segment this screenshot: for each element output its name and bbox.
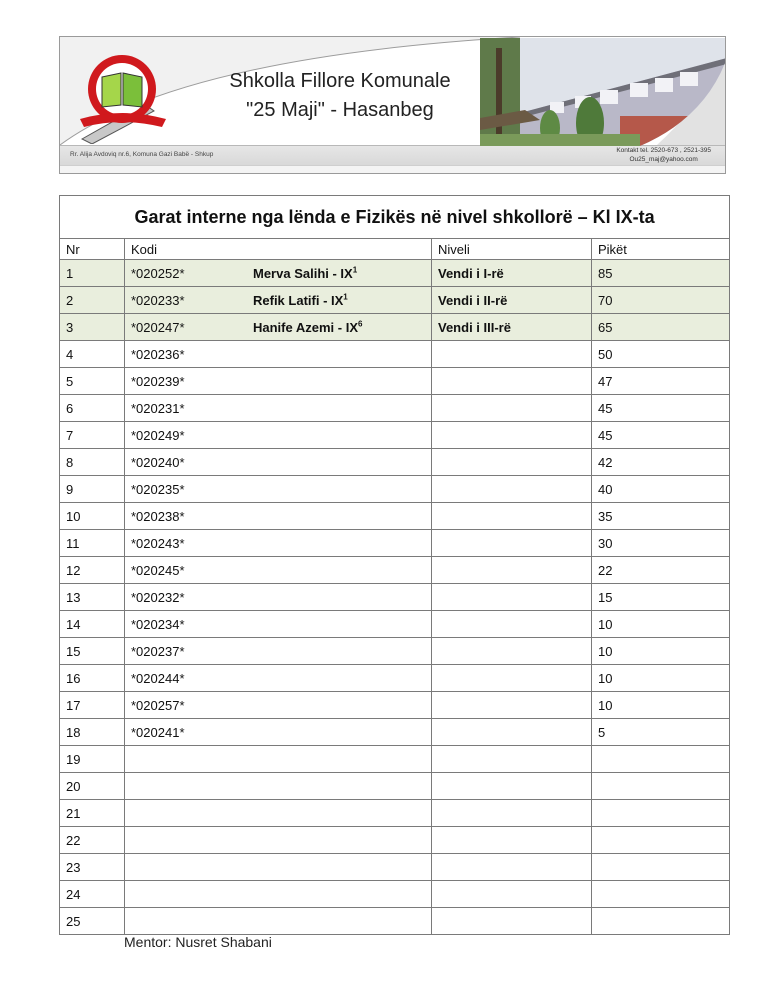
cell-piket bbox=[592, 692, 730, 719]
table-row bbox=[60, 800, 730, 827]
table-row bbox=[60, 584, 730, 611]
cell-kodi-text: *020236* bbox=[131, 346, 185, 362]
cell-niveli bbox=[432, 908, 592, 935]
cell-kodi bbox=[125, 854, 432, 881]
contact-phone: Kontakt tel. 2520-673 , 2521-395 bbox=[616, 147, 711, 154]
cell-kodi-text: *020252* bbox=[131, 265, 185, 281]
cell-niveli-text: Vendi i II-rë bbox=[438, 292, 508, 308]
cell-niveli bbox=[432, 854, 592, 881]
cell-niveli bbox=[432, 584, 592, 611]
cell-kodi bbox=[125, 395, 432, 422]
student-name-text: Hanife Azemi - IX bbox=[253, 319, 358, 335]
cell-niveli-text: Vendi i III-rë bbox=[438, 319, 511, 335]
cell-piket-text: 65 bbox=[598, 319, 613, 335]
cell-piket-text: 10 bbox=[598, 643, 613, 659]
cell-piket bbox=[592, 557, 730, 584]
letterhead-band-bottom bbox=[60, 165, 725, 174]
cell-piket bbox=[592, 287, 730, 314]
cell-nr bbox=[60, 476, 125, 503]
cell-nr bbox=[60, 557, 125, 584]
cell-nr-text: 5 bbox=[66, 373, 74, 389]
cell-kodi bbox=[125, 368, 432, 395]
cell-kodi-text: *020240* bbox=[131, 454, 185, 470]
cell-kodi bbox=[125, 719, 432, 746]
table-row bbox=[60, 260, 730, 287]
cell-nr-text: 2 bbox=[66, 292, 74, 308]
header-niveli: Niveli bbox=[432, 239, 592, 260]
cell-kodi bbox=[125, 314, 432, 341]
cell-kodi bbox=[125, 503, 432, 530]
cell-piket bbox=[592, 584, 730, 611]
cell-nr bbox=[60, 395, 125, 422]
cell-niveli bbox=[432, 530, 592, 557]
cell-nr-text: 1 bbox=[66, 265, 74, 281]
table-row bbox=[60, 341, 730, 368]
cell-nr bbox=[60, 773, 125, 800]
student-name bbox=[253, 320, 362, 335]
cell-niveli bbox=[432, 881, 592, 908]
cell-kodi bbox=[125, 692, 432, 719]
cell-nr-text: 19 bbox=[66, 751, 81, 767]
cell-kodi bbox=[125, 908, 432, 935]
cell-nr-text: 10 bbox=[66, 508, 81, 524]
table-row bbox=[60, 854, 730, 881]
cell-piket bbox=[592, 746, 730, 773]
cell-nr-text: 14 bbox=[66, 616, 81, 632]
cell-kodi-text: *020239* bbox=[131, 373, 185, 389]
cell-kodi-text: *020245* bbox=[131, 562, 185, 578]
table-body bbox=[60, 260, 730, 935]
cell-niveli bbox=[432, 314, 592, 341]
table-row bbox=[60, 746, 730, 773]
cell-kodi bbox=[125, 476, 432, 503]
cell-nr bbox=[60, 800, 125, 827]
cell-kodi-text: *020234* bbox=[131, 616, 185, 632]
table-row bbox=[60, 557, 730, 584]
student-name-text: Merva Salihi - IX bbox=[253, 265, 353, 281]
header-kodi: Kodi bbox=[125, 239, 432, 260]
cell-piket bbox=[592, 260, 730, 287]
cell-nr-text: 23 bbox=[66, 859, 81, 875]
cell-kodi bbox=[125, 611, 432, 638]
cell-nr-text: 18 bbox=[66, 724, 81, 740]
table-row bbox=[60, 908, 730, 935]
cell-piket-text: 22 bbox=[598, 562, 613, 578]
cell-nr bbox=[60, 584, 125, 611]
table-row bbox=[60, 665, 730, 692]
table-row bbox=[60, 449, 730, 476]
cell-nr bbox=[60, 503, 125, 530]
cell-nr bbox=[60, 692, 125, 719]
cell-niveli bbox=[432, 692, 592, 719]
cell-niveli bbox=[432, 557, 592, 584]
cell-piket bbox=[592, 881, 730, 908]
cell-piket-text: 35 bbox=[598, 508, 613, 524]
cell-kodi bbox=[125, 422, 432, 449]
cell-kodi bbox=[125, 827, 432, 854]
cell-piket-text: 45 bbox=[598, 427, 613, 443]
cell-piket bbox=[592, 422, 730, 449]
cell-kodi bbox=[125, 800, 432, 827]
cell-piket bbox=[592, 449, 730, 476]
table-row bbox=[60, 503, 730, 530]
cell-niveli bbox=[432, 638, 592, 665]
table-row bbox=[60, 773, 730, 800]
table-row bbox=[60, 719, 730, 746]
cell-kodi-text: *020257* bbox=[131, 697, 185, 713]
cell-niveli bbox=[432, 665, 592, 692]
cell-piket-text: 10 bbox=[598, 670, 613, 686]
cell-piket-text: 50 bbox=[598, 346, 613, 362]
table-title: Garat interne nga lënda e Fizikës në nivel shkollorë – Kl IX-ta bbox=[60, 196, 730, 239]
table-header-row bbox=[60, 239, 730, 260]
cell-nr bbox=[60, 854, 125, 881]
cell-nr-text: 15 bbox=[66, 643, 81, 659]
school-building-photo bbox=[480, 38, 726, 146]
cell-nr bbox=[60, 611, 125, 638]
cell-kodi-text: *020249* bbox=[131, 427, 185, 443]
cell-piket-text: 10 bbox=[598, 697, 613, 713]
cell-niveli bbox=[432, 503, 592, 530]
cell-niveli bbox=[432, 476, 592, 503]
cell-nr-text: 6 bbox=[66, 400, 74, 416]
cell-kodi bbox=[125, 557, 432, 584]
table-row bbox=[60, 422, 730, 449]
cell-nr bbox=[60, 341, 125, 368]
table-row bbox=[60, 611, 730, 638]
cell-piket bbox=[592, 827, 730, 854]
cell-piket-text: 30 bbox=[598, 535, 613, 551]
cell-nr-text: 16 bbox=[66, 670, 81, 686]
header-piket: Pikët bbox=[592, 239, 730, 260]
cell-kodi-text: *020231* bbox=[131, 400, 185, 416]
mentor-signature: Mentor: Nusret Shabani bbox=[124, 934, 272, 950]
school-contact bbox=[616, 146, 711, 164]
table-row bbox=[60, 638, 730, 665]
cell-piket bbox=[592, 908, 730, 935]
cell-piket bbox=[592, 395, 730, 422]
cell-kodi-text: *020247* bbox=[131, 319, 185, 335]
cell-piket-text: 42 bbox=[598, 454, 613, 470]
cell-kodi-text: *020235* bbox=[131, 481, 185, 497]
cell-kodi bbox=[125, 584, 432, 611]
cell-nr bbox=[60, 827, 125, 854]
cell-piket-text: 5 bbox=[598, 724, 606, 740]
table-row bbox=[60, 368, 730, 395]
cell-nr-text: 4 bbox=[66, 346, 74, 362]
cell-kodi bbox=[125, 530, 432, 557]
cell-nr-text: 20 bbox=[66, 778, 81, 794]
cell-nr-text: 25 bbox=[66, 913, 81, 929]
cell-niveli-text: Vendi i I-rë bbox=[438, 265, 504, 281]
table-row bbox=[60, 476, 730, 503]
class-section-sup: 6 bbox=[357, 319, 363, 329]
cell-niveli bbox=[432, 422, 592, 449]
cell-piket-text: 47 bbox=[598, 373, 613, 389]
table-row bbox=[60, 827, 730, 854]
cell-niveli bbox=[432, 611, 592, 638]
table-row bbox=[60, 287, 730, 314]
cell-kodi-text: *020232* bbox=[131, 589, 185, 605]
cell-piket bbox=[592, 530, 730, 557]
school-name bbox=[200, 67, 480, 125]
cell-piket bbox=[592, 665, 730, 692]
cell-kodi-text: *020241* bbox=[131, 724, 185, 740]
cell-piket bbox=[592, 854, 730, 881]
school-name-line1: Shkolla Fillore Komunale bbox=[229, 70, 451, 92]
cell-nr-text: 17 bbox=[66, 697, 81, 713]
cell-kodi-text: *020233* bbox=[131, 292, 185, 308]
cell-kodi bbox=[125, 773, 432, 800]
contact-email: Ou25_maj@yahoo.com bbox=[629, 156, 698, 163]
cell-nr-text: 12 bbox=[66, 562, 81, 578]
cell-piket bbox=[592, 341, 730, 368]
cell-niveli bbox=[432, 449, 592, 476]
cell-niveli bbox=[432, 800, 592, 827]
cell-piket bbox=[592, 800, 730, 827]
cell-niveli bbox=[432, 368, 592, 395]
table-row bbox=[60, 314, 730, 341]
cell-nr bbox=[60, 260, 125, 287]
results-table bbox=[59, 195, 730, 935]
cell-nr-text: 8 bbox=[66, 454, 74, 470]
school-address: Rr. Alija Avdoviq nr.6, Komuna Gazi Babë - Shkup bbox=[70, 151, 214, 158]
cell-nr bbox=[60, 719, 125, 746]
cell-nr-text: 24 bbox=[66, 886, 81, 902]
cell-kodi bbox=[125, 638, 432, 665]
cell-nr bbox=[60, 665, 125, 692]
cell-nr-text: 9 bbox=[66, 481, 74, 497]
cell-piket bbox=[592, 368, 730, 395]
cell-piket-text: 40 bbox=[598, 481, 613, 497]
cell-nr-text: 3 bbox=[66, 319, 74, 335]
cell-piket bbox=[592, 503, 730, 530]
cell-piket-text: 85 bbox=[598, 265, 613, 281]
cell-piket bbox=[592, 314, 730, 341]
cell-kodi-text: *020238* bbox=[131, 508, 185, 524]
cell-niveli bbox=[432, 395, 592, 422]
cell-nr-text: 13 bbox=[66, 589, 81, 605]
cell-piket bbox=[592, 773, 730, 800]
table-row bbox=[60, 395, 730, 422]
cell-niveli bbox=[432, 827, 592, 854]
cell-niveli bbox=[432, 719, 592, 746]
cell-kodi-text: *020244* bbox=[131, 670, 185, 686]
cell-kodi-text: *020243* bbox=[131, 535, 185, 551]
cell-niveli bbox=[432, 260, 592, 287]
student-name-text: Refik Latifi - IX bbox=[253, 292, 344, 308]
cell-piket-text: 70 bbox=[598, 292, 613, 308]
cell-piket-text: 15 bbox=[598, 589, 613, 605]
cell-kodi-text: *020237* bbox=[131, 643, 185, 659]
student-name bbox=[253, 266, 357, 281]
table-row bbox=[60, 881, 730, 908]
cell-nr bbox=[60, 422, 125, 449]
cell-nr bbox=[60, 368, 125, 395]
table-row bbox=[60, 692, 730, 719]
cell-nr bbox=[60, 314, 125, 341]
cell-piket-text: 45 bbox=[598, 400, 613, 416]
school-logo bbox=[74, 49, 174, 144]
cell-piket-text: 10 bbox=[598, 616, 613, 632]
cell-nr bbox=[60, 881, 125, 908]
cell-kodi bbox=[125, 341, 432, 368]
cell-piket bbox=[592, 611, 730, 638]
cell-piket bbox=[592, 476, 730, 503]
cell-kodi bbox=[125, 449, 432, 476]
cell-kodi bbox=[125, 665, 432, 692]
header-nr: Nr bbox=[60, 239, 125, 260]
cell-kodi bbox=[125, 746, 432, 773]
cell-nr-text: 11 bbox=[66, 535, 80, 551]
cell-piket bbox=[592, 719, 730, 746]
table-row bbox=[60, 530, 730, 557]
cell-kodi bbox=[125, 287, 432, 314]
cell-niveli bbox=[432, 287, 592, 314]
cell-nr-text: 21 bbox=[66, 805, 81, 821]
class-section-sup: 1 bbox=[352, 265, 358, 275]
cell-nr bbox=[60, 287, 125, 314]
cell-nr bbox=[60, 530, 125, 557]
cell-kodi bbox=[125, 260, 432, 287]
class-section-sup: 1 bbox=[343, 292, 348, 302]
cell-nr bbox=[60, 746, 125, 773]
cell-nr-text: 22 bbox=[66, 832, 81, 848]
cell-piket bbox=[592, 638, 730, 665]
letterhead bbox=[59, 36, 726, 174]
cell-niveli bbox=[432, 773, 592, 800]
school-name-line2: "25 Maji" - Hasanbeg bbox=[246, 99, 434, 121]
cell-niveli bbox=[432, 746, 592, 773]
cell-nr-text: 7 bbox=[66, 427, 74, 443]
cell-nr bbox=[60, 908, 125, 935]
cell-nr bbox=[60, 638, 125, 665]
cell-kodi bbox=[125, 881, 432, 908]
student-name bbox=[253, 293, 348, 308]
cell-niveli bbox=[432, 341, 592, 368]
cell-nr bbox=[60, 449, 125, 476]
